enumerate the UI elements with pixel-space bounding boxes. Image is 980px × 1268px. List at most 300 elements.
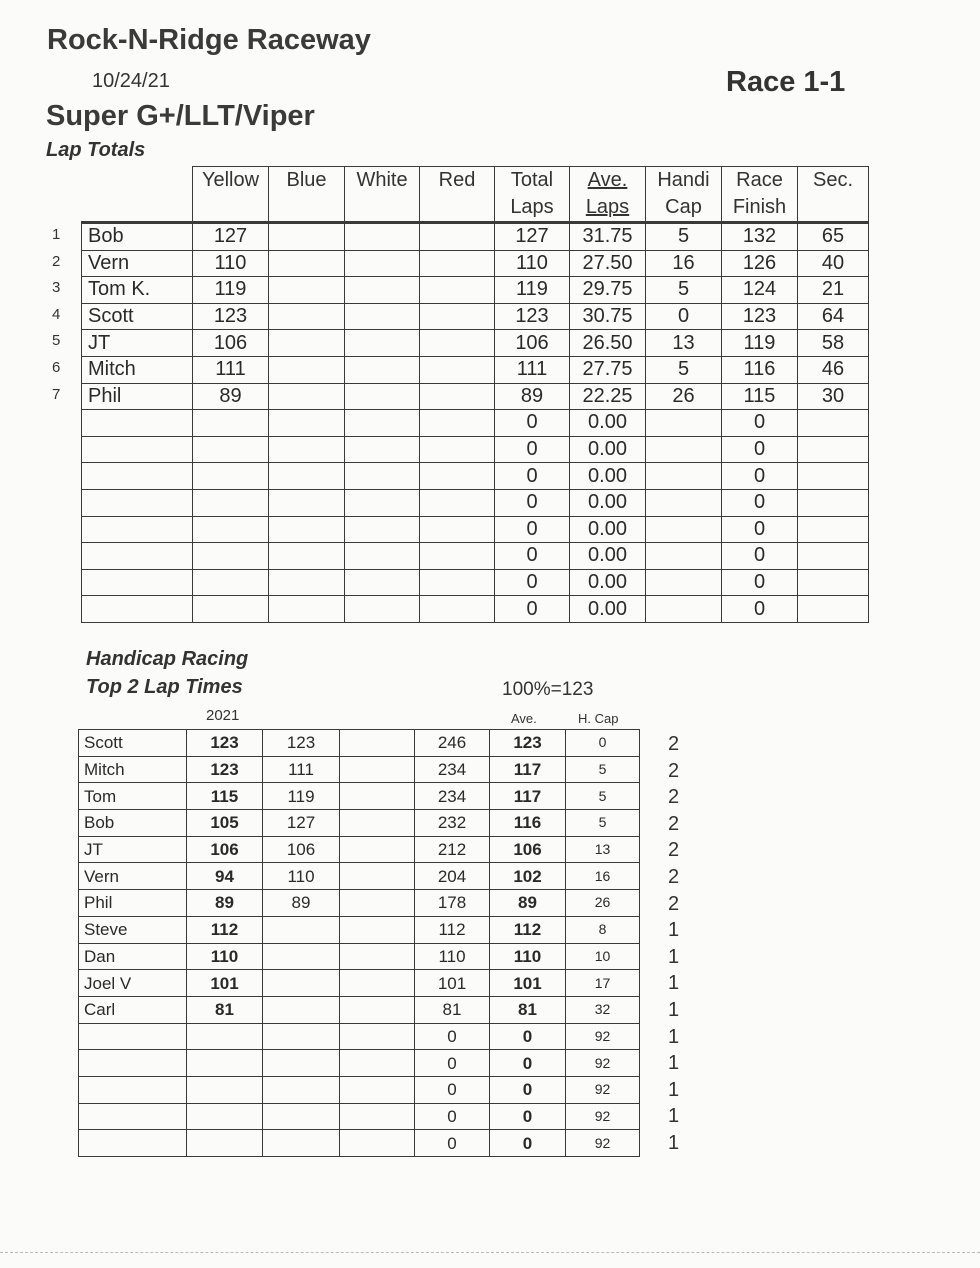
row-number: 3 <box>52 279 61 297</box>
table-row <box>82 223 869 251</box>
race-count: 1 <box>668 919 680 942</box>
table-cell <box>193 596 269 623</box>
table-cell: 0.00 <box>570 569 646 596</box>
table-cell: 92 <box>566 1103 640 1130</box>
table-cell <box>420 250 495 277</box>
table-row <box>82 410 869 437</box>
table-cell: 234 <box>415 783 490 810</box>
table-row <box>79 1130 640 1157</box>
table-cell <box>420 543 495 570</box>
table-cell <box>345 596 420 623</box>
table-cell: 119 <box>193 277 269 304</box>
table-cell: 0.00 <box>570 463 646 490</box>
race-count: 2 <box>668 892 680 915</box>
table-cell: 5 <box>646 356 722 383</box>
driver-name-cell <box>79 1076 187 1103</box>
table-cell: 16 <box>646 250 722 277</box>
table-cell <box>263 970 340 997</box>
table-cell: 0 <box>495 596 570 623</box>
driver-name-cell: Steve <box>79 916 187 943</box>
table-cell <box>420 383 495 410</box>
driver-name-cell: Tom <box>79 783 187 810</box>
table-cell <box>420 330 495 357</box>
table-cell: 16 <box>566 863 640 890</box>
table-cell: 30.75 <box>570 303 646 330</box>
class-title: Super G+/LLT/Viper <box>46 100 315 132</box>
table-cell <box>193 410 269 437</box>
race-count: 2 <box>668 759 680 782</box>
table-cell: 40 <box>798 250 869 277</box>
table-row <box>79 1103 640 1130</box>
table-cell: 22.25 <box>570 383 646 410</box>
table-cell <box>646 489 722 516</box>
column-header-line1: Total <box>510 169 554 191</box>
column-header <box>722 167 798 223</box>
driver-name-cell: Scott <box>79 730 187 757</box>
table-cell <box>345 410 420 437</box>
table-cell: 89 <box>490 890 566 917</box>
table-cell <box>420 436 495 463</box>
table-cell <box>798 436 869 463</box>
table-row <box>79 943 640 970</box>
table-cell: 106 <box>495 330 570 357</box>
table-cell <box>193 569 269 596</box>
table-cell: 29.75 <box>570 277 646 304</box>
driver-name-cell: Carl <box>79 996 187 1023</box>
ave-label: Ave. <box>511 711 537 726</box>
table-cell: 0 <box>490 1130 566 1157</box>
driver-name-cell: Joel V <box>79 970 187 997</box>
table-cell: 116 <box>722 356 798 383</box>
table-cell: 105 <box>187 810 263 837</box>
table-cell: 101 <box>490 970 566 997</box>
table-cell <box>646 463 722 490</box>
table-cell <box>193 489 269 516</box>
table-cell: 117 <box>490 783 566 810</box>
table-cell: 0 <box>415 1103 490 1130</box>
driver-name-cell: Bob <box>82 223 193 251</box>
table-row <box>82 463 869 490</box>
table-row <box>79 1023 640 1050</box>
table-cell: 81 <box>415 996 490 1023</box>
table-cell <box>420 596 495 623</box>
table-cell <box>340 783 415 810</box>
lap-totals-header-row <box>82 167 869 223</box>
table-cell <box>340 1130 415 1157</box>
table-cell: 119 <box>495 277 570 304</box>
table-cell: 0 <box>722 436 798 463</box>
race-count-column <box>668 731 679 1157</box>
table-cell: 94 <box>187 863 263 890</box>
table-cell: 0 <box>495 569 570 596</box>
table-cell <box>340 810 415 837</box>
table-cell: 0 <box>490 1103 566 1130</box>
table-cell: 110 <box>490 943 566 970</box>
table-row <box>82 596 869 623</box>
table-cell <box>269 330 345 357</box>
table-cell: 65 <box>798 223 869 251</box>
table-cell: 0 <box>646 303 722 330</box>
table-cell: 112 <box>415 916 490 943</box>
table-cell: 0 <box>415 1050 490 1077</box>
table-cell: 106 <box>193 330 269 357</box>
column-header-line1: Red <box>438 169 476 191</box>
table-cell: 123 <box>495 303 570 330</box>
table-row <box>79 730 640 757</box>
table-cell: 123 <box>187 756 263 783</box>
column-header <box>798 167 869 223</box>
table-cell: 212 <box>415 836 490 863</box>
driver-name-cell: Vern <box>79 863 187 890</box>
handicap-subtitle: Top 2 Lap Times <box>86 676 243 698</box>
row-number: 5 <box>52 332 61 350</box>
table-cell: 204 <box>415 863 490 890</box>
row-number-column <box>52 222 60 408</box>
year-label: 2021 <box>206 707 240 724</box>
table-row <box>79 756 640 783</box>
row-number: 2 <box>52 252 61 270</box>
table-cell <box>345 383 420 410</box>
table-cell <box>263 916 340 943</box>
driver-name-cell <box>79 1023 187 1050</box>
table-cell <box>340 1103 415 1130</box>
column-header-line1: Blue <box>286 169 327 191</box>
table-cell <box>798 569 869 596</box>
table-row <box>82 543 869 570</box>
table-cell: 0.00 <box>570 543 646 570</box>
table-cell: 123 <box>722 303 798 330</box>
table-cell: 5 <box>646 277 722 304</box>
row-number: 4 <box>52 305 61 323</box>
table-cell: 111 <box>495 356 570 383</box>
table-cell <box>269 463 345 490</box>
table-cell <box>193 463 269 490</box>
table-cell: 110 <box>415 943 490 970</box>
table-cell <box>420 569 495 596</box>
table-cell <box>345 250 420 277</box>
table-cell: 127 <box>263 810 340 837</box>
table-cell <box>340 756 415 783</box>
race-count: 2 <box>668 812 680 835</box>
table-cell: 8 <box>566 916 640 943</box>
table-cell: 102 <box>490 863 566 890</box>
race-count: 1 <box>668 1025 680 1048</box>
header-blank-cell <box>82 167 193 223</box>
driver-name-cell <box>82 596 193 623</box>
table-cell: 0 <box>415 1076 490 1103</box>
table-cell <box>345 543 420 570</box>
table-cell: 5 <box>646 223 722 251</box>
table-cell: 0 <box>722 410 798 437</box>
table-row <box>79 863 640 890</box>
table-cell <box>345 223 420 251</box>
table-cell: 58 <box>798 330 869 357</box>
driver-name-cell <box>79 1050 187 1077</box>
driver-name-cell <box>79 1130 187 1157</box>
table-cell <box>193 516 269 543</box>
driver-name-cell: Dan <box>79 943 187 970</box>
driver-name-cell <box>82 489 193 516</box>
handicap-table <box>78 729 640 1157</box>
table-cell: 110 <box>193 250 269 277</box>
race-date: 10/24/21 <box>92 70 170 92</box>
table-row <box>82 436 869 463</box>
table-cell: 132 <box>722 223 798 251</box>
table-cell: 232 <box>415 810 490 837</box>
driver-name-cell <box>82 543 193 570</box>
row-number: 7 <box>52 385 61 403</box>
table-cell <box>340 1076 415 1103</box>
table-row <box>79 916 640 943</box>
row-number: 6 <box>52 358 61 376</box>
table-row <box>79 996 640 1023</box>
table-cell <box>798 596 869 623</box>
table-cell <box>263 1050 340 1077</box>
table-cell: 0 <box>722 543 798 570</box>
driver-name-cell: JT <box>82 330 193 357</box>
table-cell: 26 <box>566 890 640 917</box>
table-cell: 123 <box>263 730 340 757</box>
table-cell: 0 <box>495 436 570 463</box>
driver-name-cell: Phil <box>79 890 187 917</box>
table-cell <box>269 410 345 437</box>
race-count: 1 <box>668 1131 680 1154</box>
table-cell: 0 <box>566 730 640 757</box>
venue-title: Rock-N-Ridge Raceway <box>47 24 371 56</box>
race-count: 1 <box>668 1078 680 1101</box>
table-cell: 106 <box>490 836 566 863</box>
table-cell <box>345 277 420 304</box>
column-header-line1: Ave. <box>587 169 628 191</box>
table-cell: 0 <box>490 1076 566 1103</box>
race-count: 1 <box>668 945 680 968</box>
table-cell: 0 <box>495 516 570 543</box>
table-cell: 10 <box>566 943 640 970</box>
table-cell <box>263 1130 340 1157</box>
table-cell: 89 <box>187 890 263 917</box>
table-cell <box>340 916 415 943</box>
lap-totals-table <box>81 166 869 623</box>
table-cell <box>269 543 345 570</box>
table-cell: 0 <box>722 489 798 516</box>
table-cell: 0 <box>490 1050 566 1077</box>
table-cell: 0 <box>722 463 798 490</box>
table-row <box>82 516 869 543</box>
column-header <box>495 167 570 223</box>
driver-name-cell: Tom K. <box>82 277 193 304</box>
table-cell <box>798 543 869 570</box>
race-count: 1 <box>668 998 680 1021</box>
driver-name-cell <box>82 569 193 596</box>
table-cell: 89 <box>193 383 269 410</box>
table-cell: 0 <box>722 569 798 596</box>
table-cell: 127 <box>495 223 570 251</box>
table-cell: 89 <box>263 890 340 917</box>
table-cell <box>340 1050 415 1077</box>
table-cell <box>420 356 495 383</box>
table-cell <box>798 489 869 516</box>
table-cell <box>269 303 345 330</box>
table-cell: 0 <box>495 489 570 516</box>
table-row <box>79 810 640 837</box>
table-cell <box>345 463 420 490</box>
table-cell <box>345 303 420 330</box>
driver-name-cell: Vern <box>82 250 193 277</box>
table-cell: 17 <box>566 970 640 997</box>
race-count: 2 <box>668 865 680 888</box>
table-cell <box>187 1103 263 1130</box>
table-cell <box>420 277 495 304</box>
table-cell <box>798 516 869 543</box>
table-cell: 0 <box>722 516 798 543</box>
column-header <box>570 167 646 223</box>
table-cell: 106 <box>187 836 263 863</box>
table-cell <box>646 596 722 623</box>
table-cell <box>263 1076 340 1103</box>
table-cell: 116 <box>490 810 566 837</box>
table-cell <box>269 569 345 596</box>
column-header <box>646 167 722 223</box>
column-header-line1: White <box>356 169 408 191</box>
table-cell: 0 <box>495 463 570 490</box>
column-header <box>193 167 269 223</box>
table-cell: 112 <box>187 916 263 943</box>
table-cell <box>798 410 869 437</box>
table-cell <box>263 1023 340 1050</box>
table-cell: 32 <box>566 996 640 1023</box>
table-cell: 27.50 <box>570 250 646 277</box>
table-cell: 89 <box>495 383 570 410</box>
column-header <box>269 167 345 223</box>
table-cell: 27.75 <box>570 356 646 383</box>
table-cell: 119 <box>722 330 798 357</box>
table-cell <box>420 489 495 516</box>
section-title-lap-totals: Lap Totals <box>46 139 146 161</box>
table-row <box>79 890 640 917</box>
table-cell: 127 <box>193 223 269 251</box>
table-cell: 101 <box>415 970 490 997</box>
driver-name-cell <box>82 410 193 437</box>
table-cell <box>340 863 415 890</box>
driver-name-cell: JT <box>79 836 187 863</box>
race-count: 1 <box>668 972 680 995</box>
table-cell <box>340 836 415 863</box>
table-cell: 117 <box>490 756 566 783</box>
table-cell: 0 <box>490 1023 566 1050</box>
table-row <box>79 783 640 810</box>
driver-name-cell: Scott <box>82 303 193 330</box>
table-cell: 101 <box>187 970 263 997</box>
table-cell <box>269 383 345 410</box>
percent-note: 100%=123 <box>502 679 594 700</box>
table-cell: 126 <box>722 250 798 277</box>
table-cell: 5 <box>566 783 640 810</box>
table-cell <box>345 569 420 596</box>
table-cell <box>340 1023 415 1050</box>
table-cell <box>269 596 345 623</box>
table-cell <box>646 436 722 463</box>
table-cell: 21 <box>798 277 869 304</box>
table-cell: 111 <box>193 356 269 383</box>
table-cell <box>187 1050 263 1077</box>
table-cell: 123 <box>193 303 269 330</box>
table-cell <box>269 489 345 516</box>
table-cell <box>340 970 415 997</box>
table-cell: 5 <box>566 756 640 783</box>
table-cell: 0.00 <box>570 489 646 516</box>
table-cell: 115 <box>722 383 798 410</box>
table-cell: 106 <box>263 836 340 863</box>
table-cell: 92 <box>566 1076 640 1103</box>
column-header <box>345 167 420 223</box>
table-cell: 0 <box>495 410 570 437</box>
table-cell <box>646 569 722 596</box>
table-cell: 81 <box>490 996 566 1023</box>
table-row <box>82 489 869 516</box>
table-cell: 31.75 <box>570 223 646 251</box>
table-cell: 123 <box>490 730 566 757</box>
table-row <box>82 330 869 357</box>
table-cell: 26.50 <box>570 330 646 357</box>
race-count: 2 <box>668 839 680 862</box>
table-cell <box>798 463 869 490</box>
race-count: 2 <box>668 786 680 809</box>
table-cell: 0.00 <box>570 596 646 623</box>
table-cell: 112 <box>490 916 566 943</box>
race-number: Race 1-1 <box>726 66 846 98</box>
table-cell: 92 <box>566 1023 640 1050</box>
table-cell <box>345 436 420 463</box>
table-cell <box>269 277 345 304</box>
handicap-title: Handicap Racing <box>86 648 249 670</box>
table-cell: 46 <box>798 356 869 383</box>
table-cell <box>646 516 722 543</box>
table-cell <box>420 463 495 490</box>
table-cell: 13 <box>646 330 722 357</box>
row-number: 1 <box>52 226 61 243</box>
table-cell <box>420 516 495 543</box>
table-cell: 124 <box>722 277 798 304</box>
column-header-line1: Yellow <box>201 169 260 191</box>
table-cell <box>263 1103 340 1130</box>
table-cell: 81 <box>187 996 263 1023</box>
table-cell <box>340 996 415 1023</box>
table-cell <box>187 1023 263 1050</box>
table-cell <box>193 543 269 570</box>
table-row <box>82 383 869 410</box>
table-cell <box>345 330 420 357</box>
driver-name-cell: Mitch <box>82 356 193 383</box>
column-header-line2: Laps <box>510 196 554 218</box>
table-row <box>82 569 869 596</box>
table-cell: 178 <box>415 890 490 917</box>
table-cell: 30 <box>798 383 869 410</box>
table-cell <box>420 223 495 251</box>
table-cell: 110 <box>263 863 340 890</box>
table-cell: 111 <box>263 756 340 783</box>
table-cell: 0 <box>415 1023 490 1050</box>
table-cell <box>269 250 345 277</box>
column-header-line1: Handi <box>657 169 710 191</box>
table-cell <box>193 436 269 463</box>
driver-name-cell <box>79 1103 187 1130</box>
table-cell <box>340 730 415 757</box>
table-cell: 110 <box>187 943 263 970</box>
column-header-line2: Laps <box>585 196 630 218</box>
table-cell <box>646 410 722 437</box>
column-header-line2: Finish <box>732 196 787 218</box>
page-edge <box>0 1252 980 1253</box>
